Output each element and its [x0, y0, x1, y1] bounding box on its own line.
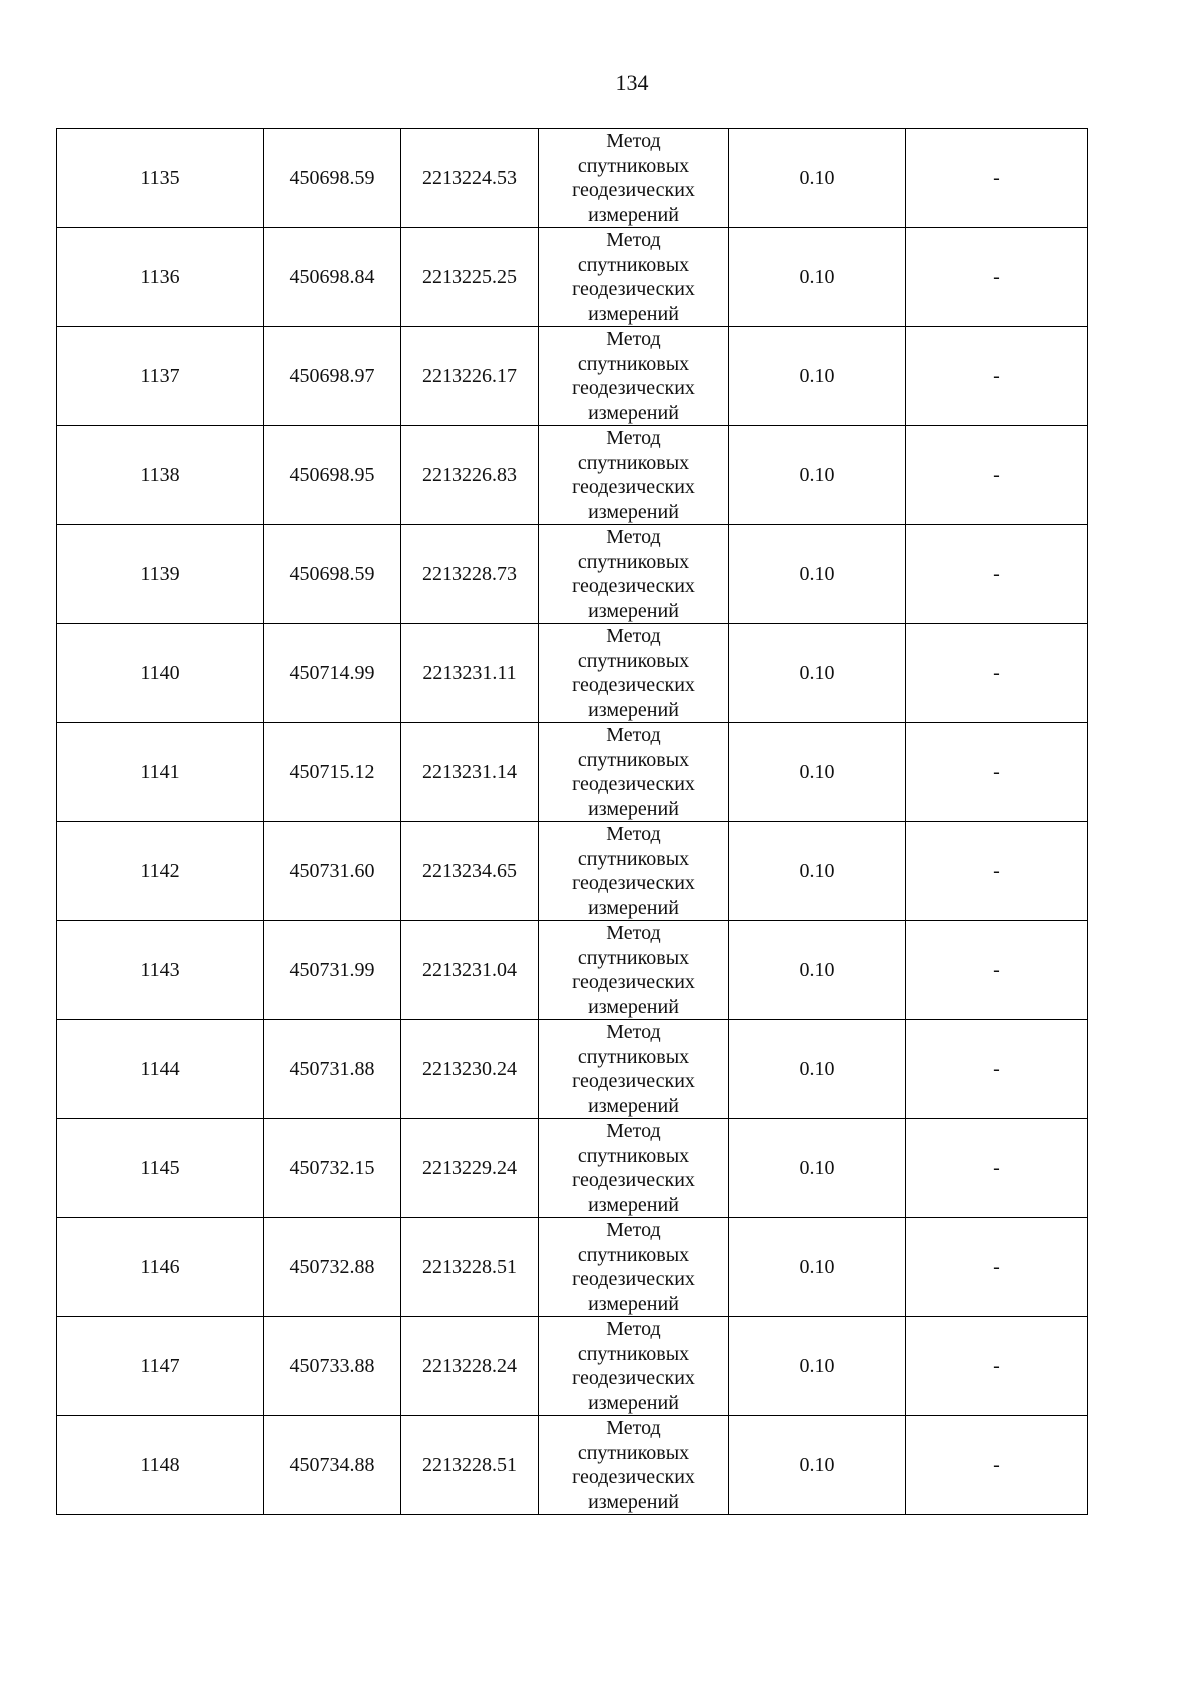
note-cell: -	[906, 921, 1088, 1020]
method-text-line: измерений	[588, 797, 679, 820]
method-cell	[539, 1218, 729, 1317]
method-text-line: геодезических	[572, 1169, 695, 1191]
table-row	[57, 426, 1088, 525]
method-cell	[539, 1119, 729, 1218]
note-cell: -	[906, 525, 1088, 624]
y-coordinate-cell: 2213229.24	[401, 1119, 539, 1218]
point-number-cell: 1140	[57, 624, 264, 723]
method-text-line: спутниковых	[577, 1342, 690, 1365]
method-text-line: геодезических	[572, 674, 695, 696]
method-text-line: геодезических	[572, 575, 695, 597]
accuracy-cell: 0.10	[729, 327, 906, 426]
note-cell: -	[906, 822, 1088, 921]
method-text-line: измерений	[588, 995, 679, 1018]
x-coordinate-cell: 450732.88	[264, 1218, 401, 1317]
method-text-line: геодезических	[572, 1268, 695, 1290]
table-row	[57, 1218, 1088, 1317]
accuracy-cell: 0.10	[729, 1317, 906, 1416]
method-cell	[539, 525, 729, 624]
method-text-line: спутниковых	[577, 1441, 690, 1464]
point-number-cell: 1139	[57, 525, 264, 624]
table-row	[57, 1020, 1088, 1119]
method-text-line: спутниковых	[577, 154, 690, 177]
method-text-line: Метод	[606, 427, 661, 449]
method-cell	[539, 228, 729, 327]
accuracy-cell: 0.10	[729, 525, 906, 624]
point-number-cell: 1143	[57, 921, 264, 1020]
point-number-cell: 1141	[57, 723, 264, 822]
method-text-line: спутниковых	[577, 748, 690, 771]
note-cell: -	[906, 624, 1088, 723]
method-text-line: Метод	[606, 1219, 661, 1241]
x-coordinate-cell: 450733.88	[264, 1317, 401, 1416]
point-number-cell: 1146	[57, 1218, 264, 1317]
method-text-line: геодезических	[572, 872, 695, 894]
method-text-line: Метод	[606, 1417, 661, 1439]
method-text-line: Метод	[606, 823, 661, 845]
method-text-line: измерений	[588, 896, 679, 919]
method-text-line: геодезических	[572, 1367, 695, 1389]
method-text-line: измерений	[588, 302, 679, 325]
accuracy-cell: 0.10	[729, 921, 906, 1020]
y-coordinate-cell: 2213228.73	[401, 525, 539, 624]
method-text-line: измерений	[588, 203, 679, 226]
method-text-line: измерений	[588, 401, 679, 424]
note-cell: -	[906, 1119, 1088, 1218]
method-cell	[539, 921, 729, 1020]
method-text-line: измерений	[588, 1292, 679, 1315]
point-number-cell: 1145	[57, 1119, 264, 1218]
x-coordinate-cell: 450731.60	[264, 822, 401, 921]
method-text-line: Метод	[606, 526, 661, 548]
x-coordinate-cell: 450731.88	[264, 1020, 401, 1119]
note-cell: -	[906, 1416, 1088, 1515]
method-text-line: геодезических	[572, 1466, 695, 1488]
table-row	[57, 327, 1088, 426]
accuracy-cell: 0.10	[729, 723, 906, 822]
table-row	[57, 228, 1088, 327]
coordinates-table-body	[57, 129, 1088, 1515]
accuracy-cell: 0.10	[729, 129, 906, 228]
method-text-line: Метод	[606, 922, 661, 944]
accuracy-cell: 0.10	[729, 822, 906, 921]
method-text-line: геодезических	[572, 278, 695, 300]
method-text-line: геодезических	[572, 476, 695, 498]
table-row	[57, 921, 1088, 1020]
method-text-line: Метод	[606, 1318, 661, 1340]
table-row	[57, 1119, 1088, 1218]
y-coordinate-cell: 2213231.04	[401, 921, 539, 1020]
method-text-line: спутниковых	[577, 1045, 690, 1068]
note-cell: -	[906, 1218, 1088, 1317]
table-row	[57, 1416, 1088, 1515]
accuracy-cell: 0.10	[729, 624, 906, 723]
point-number-cell: 1136	[57, 228, 264, 327]
method-cell	[539, 426, 729, 525]
method-text-line: Метод	[606, 724, 661, 746]
note-cell: -	[906, 228, 1088, 327]
method-cell	[539, 1020, 729, 1119]
table-row	[57, 1317, 1088, 1416]
method-text-line: спутниковых	[577, 352, 690, 375]
y-coordinate-cell: 2213231.14	[401, 723, 539, 822]
note-cell: -	[906, 327, 1088, 426]
point-number-cell: 1138	[57, 426, 264, 525]
x-coordinate-cell: 450698.84	[264, 228, 401, 327]
method-cell	[539, 327, 729, 426]
method-text-line: измерений	[588, 1193, 679, 1216]
point-number-cell: 1137	[57, 327, 264, 426]
y-coordinate-cell: 2213226.83	[401, 426, 539, 525]
method-cell	[539, 1317, 729, 1416]
table-row	[57, 525, 1088, 624]
method-text-line: Метод	[606, 1120, 661, 1142]
method-text-line: измерений	[588, 1094, 679, 1117]
method-text-line: спутниковых	[577, 649, 690, 672]
page-number: 134	[615, 70, 649, 95]
method-text-line: Метод	[606, 130, 661, 152]
method-text-line: геодезических	[572, 377, 695, 399]
method-text-line: спутниковых	[577, 451, 690, 474]
method-text-line: измерений	[588, 1391, 679, 1414]
table-row	[57, 624, 1088, 723]
note-cell: -	[906, 723, 1088, 822]
y-coordinate-cell: 2213230.24	[401, 1020, 539, 1119]
y-coordinate-cell: 2213231.11	[401, 624, 539, 723]
accuracy-cell: 0.10	[729, 426, 906, 525]
table-row	[57, 723, 1088, 822]
y-coordinate-cell: 2213228.51	[401, 1218, 539, 1317]
method-text-line: спутниковых	[577, 253, 690, 276]
method-text-line: геодезических	[572, 179, 695, 201]
note-cell: -	[906, 1317, 1088, 1416]
accuracy-cell: 0.10	[729, 1119, 906, 1218]
accuracy-cell: 0.10	[729, 1020, 906, 1119]
method-text-line: измерений	[588, 599, 679, 622]
y-coordinate-cell: 2213224.53	[401, 129, 539, 228]
table-row	[57, 822, 1088, 921]
method-text-line: измерений	[588, 1490, 679, 1513]
table-row	[57, 129, 1088, 228]
method-text-line: спутниковых	[577, 550, 690, 573]
method-cell	[539, 624, 729, 723]
method-text-line: Метод	[606, 1021, 661, 1043]
method-cell	[539, 822, 729, 921]
x-coordinate-cell: 450734.88	[264, 1416, 401, 1515]
coordinates-table	[56, 128, 1088, 1515]
method-cell	[539, 1416, 729, 1515]
method-text-line: спутниковых	[577, 1243, 690, 1266]
x-coordinate-cell: 450698.59	[264, 129, 401, 228]
method-cell	[539, 723, 729, 822]
y-coordinate-cell: 2213226.17	[401, 327, 539, 426]
x-coordinate-cell: 450715.12	[264, 723, 401, 822]
note-cell: -	[906, 426, 1088, 525]
method-cell	[539, 129, 729, 228]
y-coordinate-cell: 2213228.24	[401, 1317, 539, 1416]
point-number-cell: 1144	[57, 1020, 264, 1119]
method-text-line: геодезических	[572, 1070, 695, 1092]
accuracy-cell: 0.10	[729, 1416, 906, 1515]
point-number-cell: 1142	[57, 822, 264, 921]
method-text-line: геодезических	[572, 773, 695, 795]
accuracy-cell: 0.10	[729, 1218, 906, 1317]
note-cell: -	[906, 129, 1088, 228]
x-coordinate-cell: 450698.95	[264, 426, 401, 525]
x-coordinate-cell: 450731.99	[264, 921, 401, 1020]
x-coordinate-cell: 450732.15	[264, 1119, 401, 1218]
accuracy-cell: 0.10	[729, 228, 906, 327]
y-coordinate-cell: 2213234.65	[401, 822, 539, 921]
point-number-cell: 1135	[57, 129, 264, 228]
method-text-line: геодезических	[572, 971, 695, 993]
method-text-line: Метод	[606, 229, 661, 251]
y-coordinate-cell: 2213228.51	[401, 1416, 539, 1515]
method-text-line: Метод	[606, 328, 661, 350]
method-text-line: Метод	[606, 625, 661, 647]
x-coordinate-cell: 450714.99	[264, 624, 401, 723]
x-coordinate-cell: 450698.59	[264, 525, 401, 624]
method-text-line: измерений	[588, 698, 679, 721]
point-number-cell: 1148	[57, 1416, 264, 1515]
x-coordinate-cell: 450698.97	[264, 327, 401, 426]
method-text-line: спутниковых	[577, 1144, 690, 1167]
point-number-cell: 1147	[57, 1317, 264, 1416]
method-text-line: спутниковых	[577, 847, 690, 870]
note-cell: -	[906, 1020, 1088, 1119]
method-text-line: спутниковых	[577, 946, 690, 969]
y-coordinate-cell: 2213225.25	[401, 228, 539, 327]
method-text-line: измерений	[588, 500, 679, 523]
